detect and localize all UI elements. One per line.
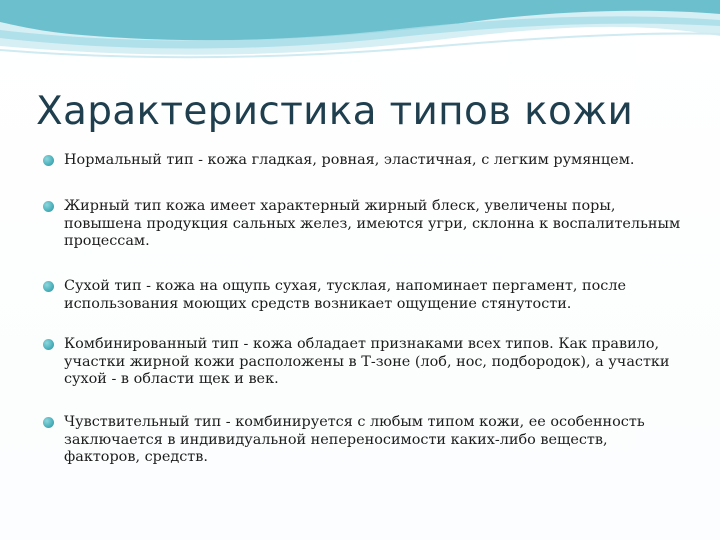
bullet-dot-icon <box>43 281 54 292</box>
bullet-text: Сухой тип - кожа на ощупь сухая, тусклая, напоминает пергамент, после использования моющих средств возникает ощущение стянутости. <box>64 278 627 312</box>
bullet-dot-icon <box>43 201 54 212</box>
bullet-dot-icon <box>43 339 54 350</box>
bullet-item-normal <box>64 152 684 170</box>
bullet-item-dry <box>64 278 684 313</box>
slide-title: Характеристика типов кожи <box>36 89 634 134</box>
bullet-dot-icon <box>43 417 54 428</box>
bullet-item-sensitive <box>64 414 684 467</box>
bullet-item-combination <box>64 336 684 389</box>
bullet-item-oily <box>64 198 684 251</box>
bullet-dot-icon <box>43 155 54 166</box>
bullet-text: Комбинированный тип - кожа обладает признаками всех типов. Как правило, участки жирной кожи расположены в Т-зоне (лоб, нос, подбородок), а участки сухой - в области щек и век. <box>64 336 670 387</box>
wave-header-decoration <box>0 0 720 80</box>
bullet-text: Нормальный тип - кожа гладкая, ровная, эластичная, с легким румянцем. <box>64 152 635 168</box>
bullet-text: Чувствительный тип - комбинируется с любым типом кожи, ее особенность заключается в индивидуальной непереносимости каких-либо веществ, факторов, средств. <box>64 414 645 465</box>
bullet-text: Жирный тип кожа имеет характерный жирный блеск, увеличены поры, повышена продукция сальных желез, имеются угри, склонна к воспалительным процессам. <box>64 198 681 249</box>
